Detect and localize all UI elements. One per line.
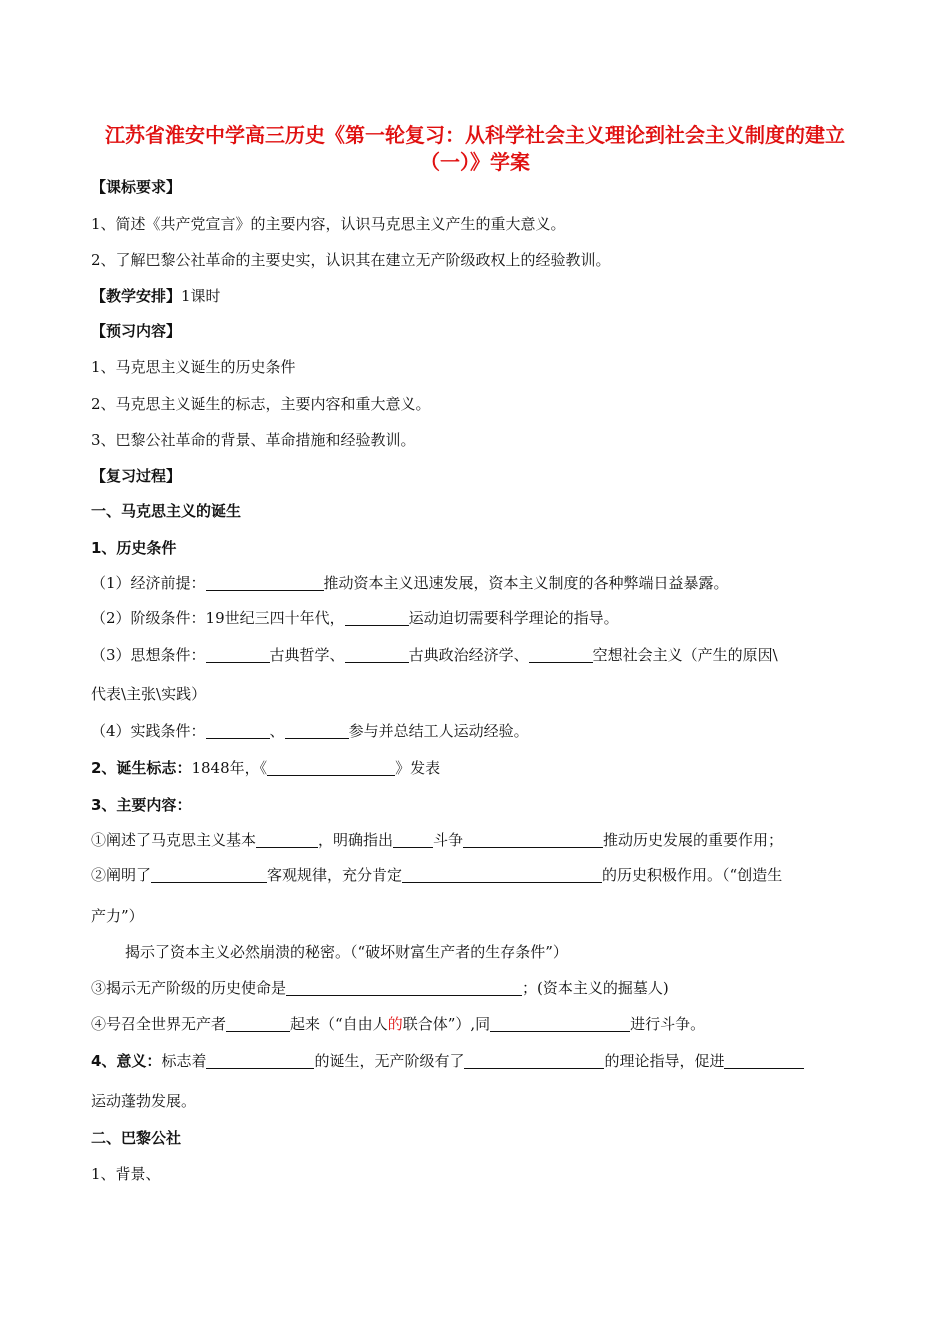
fill-blank[interactable]: [463, 831, 603, 848]
content-text: 起来（“自由人: [290, 1015, 388, 1033]
preview-item-3: 3、巴黎公社革命的背景、革命措施和经验教训。: [91, 431, 416, 449]
content-text: 的历史积极作用。（“创造生: [602, 866, 783, 884]
curriculum-item-2: 2、了解巴黎公社革命的主要史实，认识其在建立无产阶级政权上的经验教训。: [91, 251, 611, 269]
condition-text: 参与并总结工人运动经验。: [348, 722, 529, 740]
condition-label: （2）阶级条件：19世纪三四十年代，: [91, 609, 345, 627]
section-heading-preview: 【预习内容】: [91, 322, 182, 340]
content-text: 揭示了资本主义必然崩溃的秘密。（“破坏财富生: [125, 943, 441, 961]
significance-continued: 运动蓬勃发展。: [91, 1092, 197, 1110]
fill-blank[interactable]: [206, 646, 270, 663]
condition-text: 古典政治经济学、: [408, 646, 529, 664]
curriculum-item-1: 1、简述《共产党宣言》的主要内容，认识马克思主义产生的重大意义。: [91, 215, 566, 233]
paris-commune-background: 1、背景、: [91, 1165, 161, 1183]
fill-blank[interactable]: [286, 979, 522, 996]
condition-ideological-continued: 代表\主张\实践）: [91, 685, 207, 703]
content-text: 客观规律，充分肯定: [267, 866, 403, 884]
fill-blank[interactable]: [345, 609, 409, 626]
preview-item-2: 2、马克思主义诞生的标志，主要内容和重大意义。: [91, 395, 431, 413]
condition-text: 推动资本主义迅速发展，资本主义制度的各种弊端日益暴露。: [323, 574, 729, 592]
content-text: 推动历史发展的重要作用；: [603, 831, 784, 849]
section-heading-arrangement: 【教学安排】: [91, 287, 182, 305]
fill-blank[interactable]: [226, 1015, 290, 1032]
content-text: 联合体”）,同: [402, 1015, 491, 1033]
condition-label: （3）思想条件：: [91, 646, 206, 664]
content-text: ，明确指出: [318, 831, 394, 849]
fill-blank[interactable]: [402, 866, 602, 883]
fill-blank[interactable]: [151, 866, 267, 883]
condition-ideological: [91, 644, 778, 666]
significance: [91, 1050, 804, 1072]
fill-blank[interactable]: [256, 831, 318, 848]
content-item-1: [91, 829, 783, 851]
condition-class: [91, 607, 619, 629]
heading-significance: 4、意义：: [91, 1052, 162, 1070]
content-item-4: [91, 1013, 705, 1035]
heading-main-content: 3、主要内容：: [91, 796, 192, 814]
fill-blank[interactable]: [490, 1015, 630, 1032]
heading-birth-marker: 2、诞生标志：: [91, 759, 192, 777]
content-text: ③揭示无产阶级的历史使命是: [91, 979, 287, 997]
fill-blank[interactable]: [393, 831, 433, 848]
content-text: 进行斗争。: [630, 1015, 706, 1033]
teaching-arrangement: [91, 285, 221, 307]
fill-blank[interactable]: [345, 646, 409, 663]
content-text: 者的生存条件”）: [455, 943, 568, 961]
content-item-2-note: [125, 941, 568, 963]
content-text: ①阐述了马克思主义基本: [91, 831, 257, 849]
arrangement-value: 1课时: [181, 287, 221, 305]
condition-label: （1）经济前提：: [91, 574, 206, 592]
fill-blank[interactable]: [285, 722, 349, 739]
fill-blank[interactable]: [529, 646, 593, 663]
preview-item-1: 1、马克思主义诞生的历史条件: [91, 358, 296, 376]
highlighted-text: 的: [387, 1015, 403, 1033]
content-item-3: [91, 977, 669, 999]
section-heading-curriculum: 【课标要求】: [91, 178, 182, 196]
content-text: ④号召全世界无产者: [91, 1015, 227, 1033]
fill-blank[interactable]: [724, 1052, 804, 1069]
fill-blank[interactable]: [464, 1052, 604, 1069]
content-text: 产: [440, 943, 456, 961]
content-item-2: [91, 864, 782, 886]
content-text: ；(资本主义的掘墓人): [522, 979, 669, 997]
birth-marker-text: 》发表: [395, 759, 441, 777]
fill-blank[interactable]: [267, 759, 395, 776]
content-text: 斗争: [433, 831, 464, 849]
fill-blank[interactable]: [206, 574, 324, 591]
significance-text: 标志着: [161, 1052, 207, 1070]
condition-text: 运动迫切需要科学理论的指导。: [408, 609, 619, 627]
condition-text: 空想社会主义（产生的原因\: [592, 646, 778, 664]
birth-marker: [91, 757, 440, 779]
separator-text: 、: [269, 722, 285, 740]
heading-marxism-birth: 一、马克思主义的诞生: [91, 502, 242, 520]
significance-text: 的诞生，无产阶级有了: [314, 1052, 465, 1070]
condition-practical: [91, 720, 529, 742]
section-heading-review: 【复习过程】: [91, 467, 182, 485]
significance-text: 的理论指导，促进: [604, 1052, 725, 1070]
content-item-2-continued: 产力”）: [91, 907, 144, 925]
condition-economic: [91, 572, 729, 594]
page-title: 江苏省淮安中学高三历史《第一轮复习：从科学社会主义理论到社会主义制度的建立（一）》学案: [105, 123, 845, 174]
heading-paris-commune: 二、巴黎公社: [91, 1129, 182, 1147]
birth-marker-text: 1848年，《: [191, 759, 268, 777]
fill-blank[interactable]: [206, 1052, 314, 1069]
condition-label: （4）实践条件：: [91, 722, 206, 740]
condition-text: 古典哲学、: [269, 646, 345, 664]
content-text: ②阐明了: [91, 866, 152, 884]
heading-historical-conditions: 1、历史条件: [91, 539, 177, 557]
fill-blank[interactable]: [206, 722, 270, 739]
